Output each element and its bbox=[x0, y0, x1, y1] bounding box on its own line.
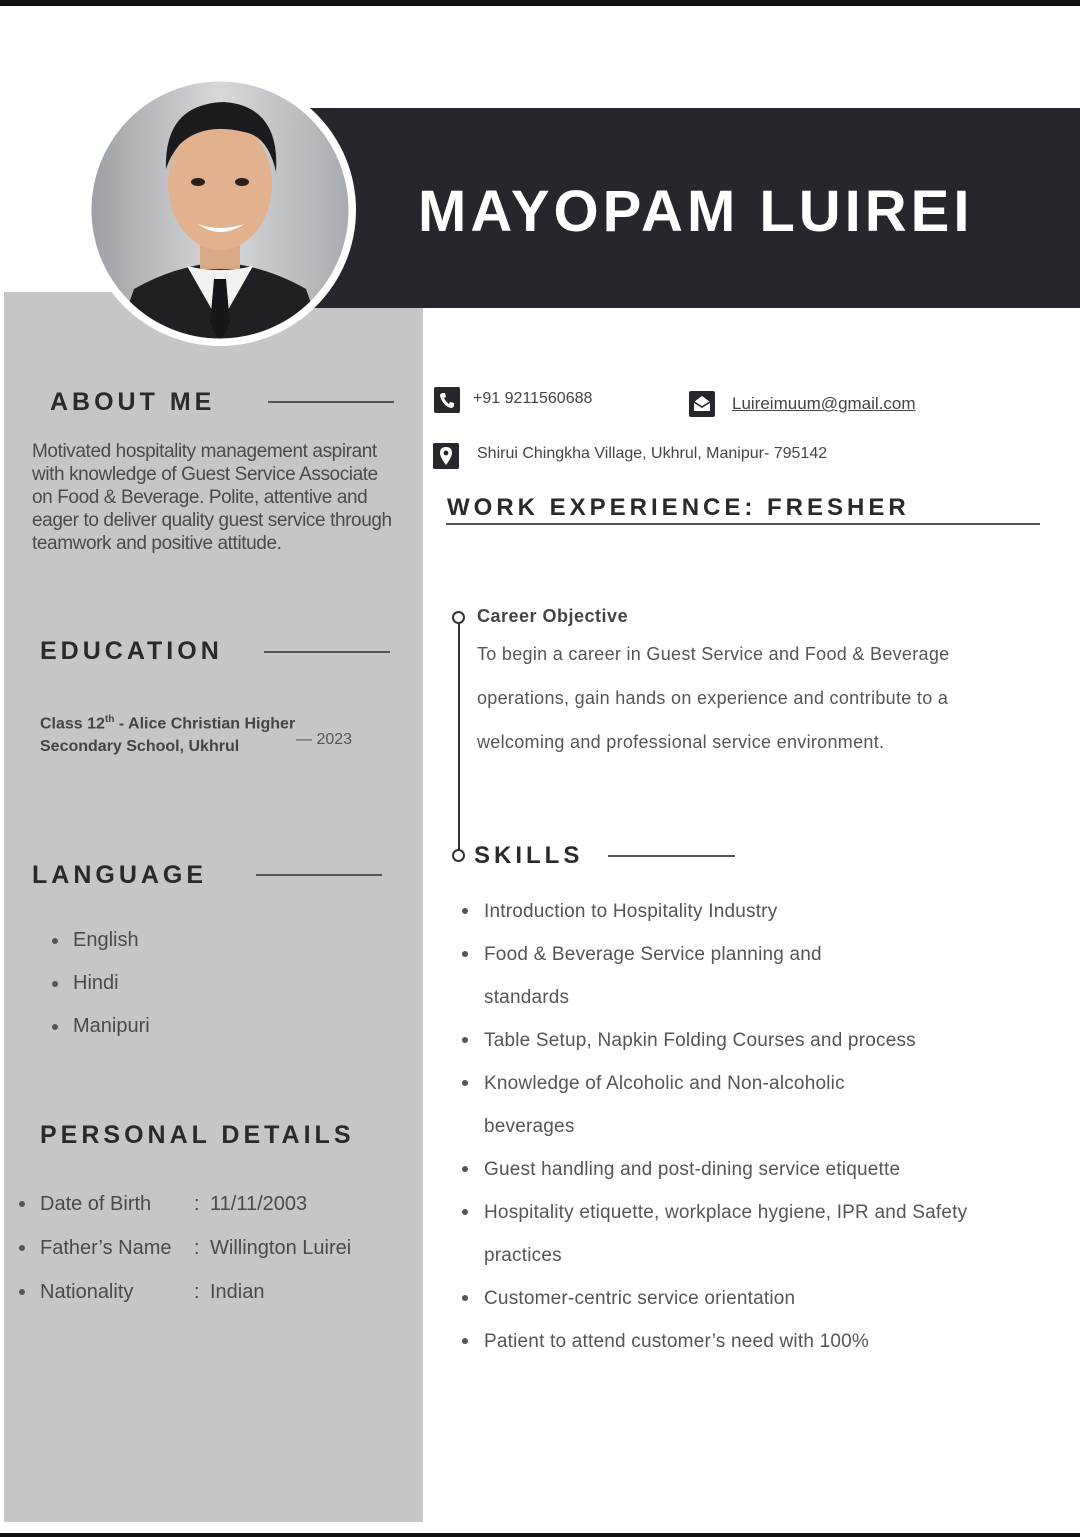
email-link[interactable]: Luireimuum@gmail.com bbox=[732, 394, 916, 413]
about-body: Motivated hospitality management aspirant with knowledge of Guest Service Associate on Food & Beverage. Polite, attentive and eager to deliver quality guest service through teamwork and positive attitude. bbox=[32, 441, 392, 554]
objective-body: To begin a career in Guest Service and Food & Beverage operations, gain hands on experience and contribute to a welcoming and professional service environment. bbox=[477, 644, 950, 752]
list-item: Manipuri bbox=[48, 1011, 150, 1054]
list-item: Father’s Name : Willington Luirei bbox=[16, 1232, 351, 1276]
list-item: Patient to attend customer’s need with 100% bbox=[462, 1320, 982, 1363]
list-item: Guest handling and post-dining service etiquette bbox=[462, 1148, 904, 1191]
list-item: English bbox=[48, 925, 150, 968]
candidate-name: MAYOPAM LUIREI bbox=[418, 179, 974, 244]
timeline-dot bbox=[452, 611, 465, 624]
detail-value: 11/11/2003 bbox=[210, 1193, 308, 1215]
list-item: Food & Beverage Service planning and standards bbox=[462, 933, 884, 1019]
skills-rule bbox=[608, 855, 735, 857]
phone-icon bbox=[434, 387, 460, 413]
about-title: ABOUT ME bbox=[50, 388, 216, 416]
detail-label: Nationality bbox=[40, 1281, 134, 1303]
language-rule bbox=[256, 874, 382, 876]
address: Shirui Chingkha Village, Ukhrul, Manipur- 795142 bbox=[477, 445, 828, 462]
list-item: Knowledge of Alcoholic and Non-alcoholic beverages bbox=[462, 1062, 924, 1148]
education-class-sup: th bbox=[104, 714, 115, 725]
work-title: WORK EXPERIENCE: FRESHER bbox=[447, 494, 910, 521]
skills-list bbox=[462, 890, 982, 1363]
education-school bbox=[40, 708, 340, 758]
language-list bbox=[48, 925, 150, 1054]
phone-number: +91 9211560688 bbox=[473, 390, 593, 407]
email-icon bbox=[689, 391, 715, 417]
timeline-line bbox=[458, 624, 460, 850]
education-rule bbox=[264, 651, 390, 653]
profile-photo bbox=[84, 74, 356, 346]
list-item: Date of Birth : 11/11/2003 bbox=[16, 1188, 351, 1232]
list-item: Hindi bbox=[48, 968, 150, 1011]
timeline-dot bbox=[452, 849, 465, 862]
detail-value: Indian bbox=[210, 1281, 265, 1303]
education-year: — 2023 bbox=[296, 731, 353, 748]
language-title: LANGUAGE bbox=[32, 861, 208, 889]
list-item: Customer-centric service orientation bbox=[462, 1277, 982, 1320]
skills-title: SKILLS bbox=[474, 842, 584, 869]
location-icon bbox=[433, 443, 459, 469]
bottom-border bbox=[0, 1533, 1080, 1537]
detail-value: Willington Luirei bbox=[210, 1237, 352, 1259]
about-rule bbox=[268, 401, 394, 403]
education-school-name: - Alice Christian Higher Secondary School, Ukhrul bbox=[40, 715, 296, 756]
education-title: EDUCATION bbox=[40, 637, 223, 665]
detail-label: Father’s Name bbox=[40, 1237, 172, 1259]
list-item: Table Setup, Napkin Folding Courses and process bbox=[462, 1019, 982, 1062]
personal-details-list bbox=[16, 1188, 351, 1320]
list-item: Hospitality etiquette, workplace hygiene, IPR and Safety practices bbox=[462, 1191, 974, 1277]
top-border bbox=[0, 0, 1080, 6]
work-rule bbox=[446, 523, 1040, 525]
education-class: Class 12 bbox=[40, 715, 105, 733]
objective-title: Career Objective bbox=[477, 606, 629, 626]
detail-label: Date of Birth bbox=[40, 1193, 152, 1215]
list-item: Nationality : Indian bbox=[16, 1276, 351, 1320]
personal-title: PERSONAL DETAILS bbox=[40, 1121, 355, 1149]
list-item: Introduction to Hospitality Industry bbox=[462, 890, 982, 933]
